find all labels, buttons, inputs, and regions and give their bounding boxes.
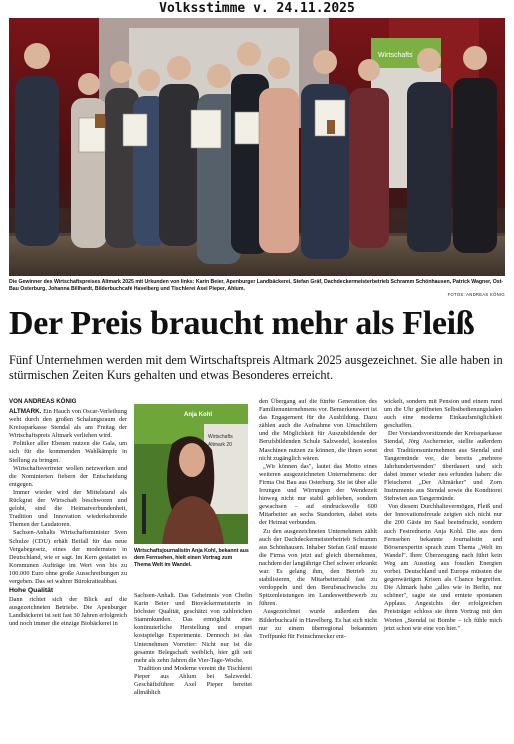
group-photo — [9, 18, 505, 276]
masthead-date: Volksstimme v. 24.11.2025 — [159, 1, 355, 16]
article-column-1 — [9, 408, 127, 628]
paragraph: wickelt, sondern mit Pension und einem rund um die Uhr geöffneten Selbstbedienungsladen auch eine moderne Einkaufsmöglichkeit geschaffen. — [384, 398, 502, 430]
speaker-photo-caption: Wirtschaftsjournalistin Anja Kohl, bekannt aus dem Fernsehen, hielt einen Vortrag zum Thema Welt im Wandel. — [134, 548, 249, 568]
paragraph: Dann richtet sich der Blick auf die ausgezeichneten Betriebe. Die Apenburger Landbäckerei ist seit fast 30 Jahren erfolgreich und noch immer die einzige Biobäckerei in — [9, 595, 127, 627]
photo-credit: FOTOS: ANDREAS KÖNIG — [447, 292, 505, 297]
paragraph: Sachsen-Anhalt. Das Geheimnis von Chefin Karin Beier und Bioväckermeisterin in höchster Qualität, geschätzt von zahlreichen Stammkunden. Das ermöglicht eine kontinuierliche Herstellung und erspart kostspielige Experimente. Dennoch ist das Unternehmen Vorreiter: Nicht nur ist die gesamte Belegschaft weiblich, hier gilt seit mehr als zehn Jahren die Vier-Tage-Woche. — [134, 592, 252, 664]
paragraph: Politiker aller Ebenen nutzen die Gala, um sich für die kommenden Wahlkämpfe in Stellung zu bringen. — [9, 440, 127, 464]
paragraph: Immer wieder wird der Mittelstand als Rückgrat der Wirtschaft beschworen und gelobt, sind die Heimatverbundenheit, Tradition und Innovation wiederkehrende Themen der Laudatoren. — [9, 488, 127, 529]
paragraph: den Übergang auf die fünfte Generation des Familienunternehmens vor. Bemerkenswert ist das Engagement für die Ausbildung. Dazu zählen auch die Aufnahme von Umschülern und die Möglichkeit für Auszubildende der Berufsbildenden Schule Salzwedel, kostenlos Maschinen nutzen zu können, die ihnen sonst nicht zugänglich wären. — [259, 398, 377, 462]
paragraph: Tradition und Moderne vereint die Tischlerei Pieper aus Ahlum bei Salzwedel. Geschäftsführer Axel Pieper bereitet allmählich — [134, 664, 252, 697]
paragraph: ALTMARK. Ein Hauch von Oscar-Verleihung weht durch den großen Schalungsraum der Kreissparkasse Stendal als am Freitag der Wirtschaftspreis Altmark verliehen wird. — [9, 408, 127, 440]
dateline: ALTMARK. — [9, 408, 42, 415]
article-column-4 — [384, 398, 502, 633]
headline: Der Preis braucht mehr als Fleiß — [9, 305, 475, 342]
subheading: Hohe Qualität — [9, 587, 54, 595]
paragraph: Der Vorstandsvorsitzende der Kreissparkasse Stendal, Jörg Ascherneier, stellte außerdem drei Traditionsunternehmen aus Stendal und Tangermünde vor, die bereits „mehrere Jahrhundertwenden" überdauert und sich dabei immer wieder neu erfunden haben: die Fleischerei „Der Altmärker" und Zorn Instruments aus Stendal sowie die Konditorei Stehwien aus Tangermünde. — [384, 430, 502, 503]
banner-text: Wirtschafts — [378, 52, 413, 59]
byline: VON ANDREAS KÖNIG — [9, 398, 77, 405]
inset-banner-text: Anja Kohl — [184, 412, 212, 418]
photo-caption: Die Gewinner des Wirtschaftspreises Altmark 2025 mit Urkunden von links: Karin Beier, Apenburger Landbäckerei, Stefan Gräf, Dachdeckermeisterbetrieb Schramm Schönhausen, Patrick Wagner, Ost-Bau Osterburg, Johanna Billhardt, Bilderbuchcafé Havelberg und Tischlerei Axel Pieper, Ahlum. — [9, 279, 504, 292]
svg-text:Wirtschafts: Wirtschafts — [208, 434, 233, 440]
paragraph: Wirtschaftsvertreter wollen netzwerken und die Nominierten fiebern der Entscheidung entgegen. — [9, 464, 127, 488]
svg-text:Altmark 20: Altmark 20 — [208, 442, 232, 448]
paragraph: „Wir können das", lautet das Motto eines weiteren ausgezeichneten Unternehmens: der Firma Ost Bau aus Osterburg. Sie ist über alle Irrungen und Wirrungen der Wendezeit hinweg nicht nur stabil geblieben, sondern gewachsen – auf eindrucksvolle 600 Mitarbeiter an sechs Standorten, dabei stets der Heimat verbunden. — [259, 462, 377, 527]
article-column-3 — [259, 398, 377, 641]
paragraph: Zu den ausgezeichneten Unternehmen zählt auch der Dachdeckermeisterbetrieb Schramm aus Schönhausen. Inhaber Stefan Gräf musste die Firma von jetzt auf gleich übernehmen, nachdem der langjährige Chef schwer erkrankt war. Es gelang ihm, den Betrieb zu stabilisieren, die Mitarbeiterzahl fast zu verdoppeln und den Berufsnachwuchs zu Spitzenleistungen im Landeswettbewerb zu führen. — [259, 527, 378, 608]
deck: Fünf Unternehmen werden mit dem Wirtschaftspreis Altmark 2025 ausgezeichnet. Sie alle haben in stürmischen Zeiten Kurs gehalten und etwas Besonderes erreicht. — [9, 353, 503, 382]
paragraph: Von diesem Durchhaltevermögen, Fleiß und der Innovationsfreude zeigten sich nicht nur die 200 Gäste im Saal beeindruckt, sondern auch Festrednerin Anja Kohl. Die aus dem Fernsehen bekannte Journalistin und Börsenexpertin sprach zum Thema „Welt im Wandel". Ihrer Überzeugung nach führt kein Weg am Ausstieg aus fossilen Energien vorbei. Deutschland und Europa müssten die gegenwärtigen Krisen als Chance begreifen. Die Altmark habe „alles wie in Berlin, nur schöner", sagte sie und erntete spontanen Applaus. Angesichts der erfolgreichen Preisträger schloss sie ihren Vortrag mit den Worten „Stendal ist Bombe – ich fühle mich jetzt schon wie eine von hier." — [384, 503, 502, 632]
article-column-2 — [134, 592, 252, 697]
paragraph: Ausgezeichnet wurde außerdem das Bilderbuchcafé in Havelberg. Es hat sich nicht nur zu einem überregional bekannten Treffpunkt für Feinschmecker ent- — [259, 608, 377, 640]
paragraph: Sachsen-Anhalts Wirtschaftsminister Sven Schulze (CDU) erhält Beifall für das neue Vergabegesetz, eines der modernsten in Deutschland, wie er sagt. Im Kern gestattet es Kommunen Aufträge im Wert von bis zu 100.000 Euro ohne große Ausschreibungen zu vergeben. Das sei wahrer Bürokratieabbau. — [9, 529, 127, 585]
speaker-photo — [134, 404, 248, 544]
